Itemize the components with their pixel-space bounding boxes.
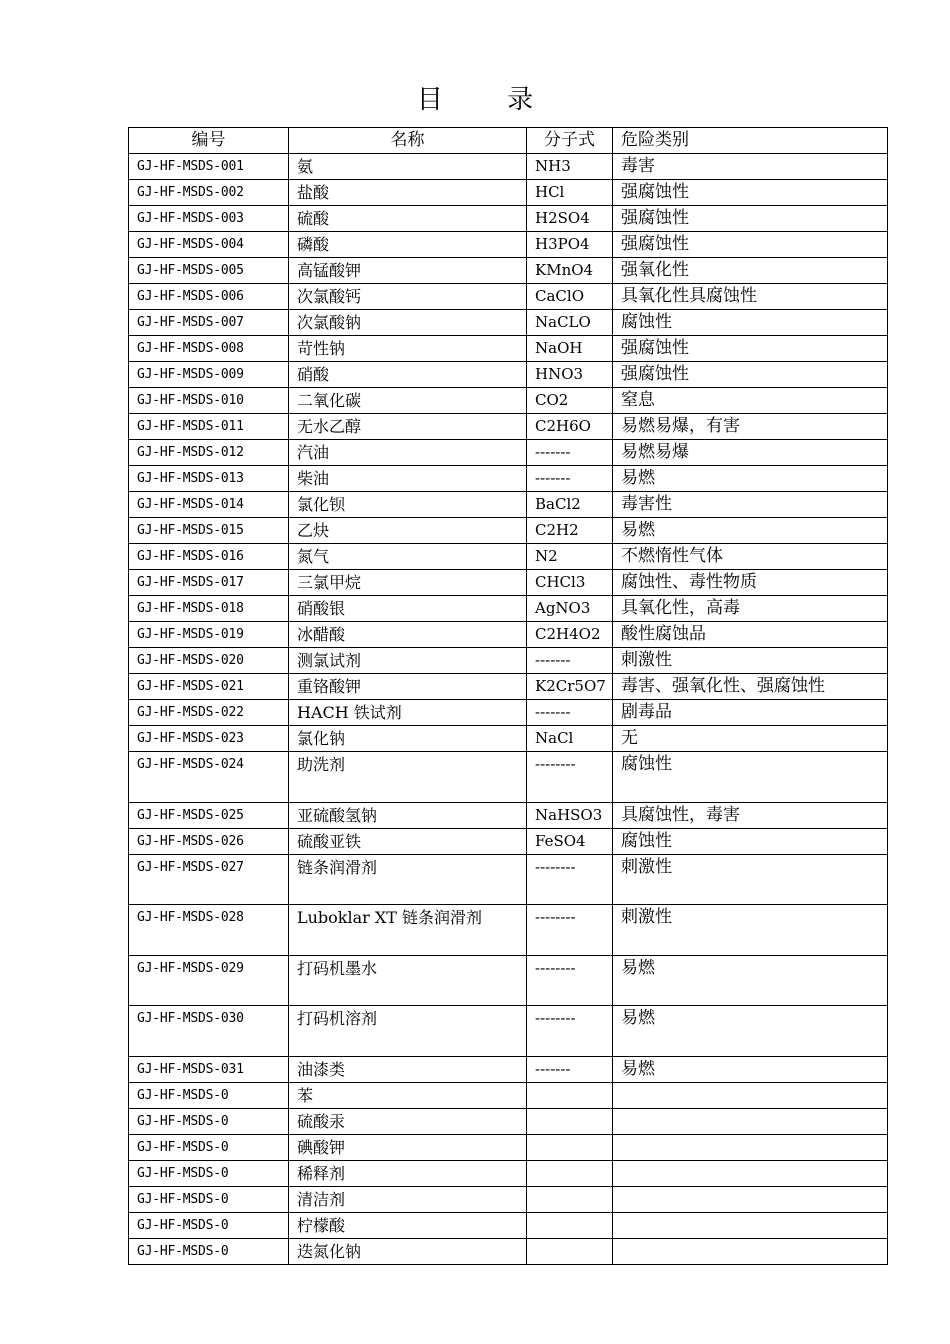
cell-name: 硝酸 bbox=[289, 362, 527, 388]
cell-name: 氯化钠 bbox=[289, 726, 527, 752]
cell-formula: -------- bbox=[527, 854, 613, 905]
table-body bbox=[129, 154, 888, 1265]
cell-formula bbox=[527, 1212, 613, 1238]
cell-hazard bbox=[613, 1108, 888, 1134]
table-row bbox=[129, 206, 888, 232]
cell-code: GJ-HF-MSDS-0 bbox=[129, 1160, 289, 1186]
cell-hazard bbox=[613, 1238, 888, 1264]
cell-hazard: 具氧化性，高毒 bbox=[613, 596, 888, 622]
table-row bbox=[129, 232, 888, 258]
cell-formula: C2H6O bbox=[527, 414, 613, 440]
cell-code: GJ-HF-MSDS-006 bbox=[129, 284, 289, 310]
cell-name: 链条润滑剂 bbox=[289, 854, 527, 905]
cell-formula bbox=[527, 1160, 613, 1186]
cell-name: 次氯酸钙 bbox=[289, 284, 527, 310]
cell-hazard: 毒害 bbox=[613, 154, 888, 180]
cell-name: 磷酸 bbox=[289, 232, 527, 258]
cell-formula: HNO3 bbox=[527, 362, 613, 388]
cell-hazard: 剧毒品 bbox=[613, 700, 888, 726]
cell-hazard: 腐蚀性、毒性物质 bbox=[613, 570, 888, 596]
cell-formula: KMnO4 bbox=[527, 258, 613, 284]
table-row bbox=[129, 802, 888, 828]
header-name: 名称 bbox=[289, 128, 527, 154]
cell-formula: -------- bbox=[527, 905, 613, 956]
cell-formula: NH3 bbox=[527, 154, 613, 180]
table-row bbox=[129, 570, 888, 596]
cell-name: 打码机墨水 bbox=[289, 955, 527, 1006]
cell-formula: CaClO bbox=[527, 284, 613, 310]
header-formula: 分子式 bbox=[527, 128, 613, 154]
table-row bbox=[129, 905, 888, 956]
cell-name: 碘酸钾 bbox=[289, 1134, 527, 1160]
cell-code: GJ-HF-MSDS-013 bbox=[129, 466, 289, 492]
table-row bbox=[129, 1186, 888, 1212]
cell-formula: K2Cr5O7 bbox=[527, 674, 613, 700]
cell-name: 稀释剂 bbox=[289, 1160, 527, 1186]
cell-name: 硝酸银 bbox=[289, 596, 527, 622]
cell-formula bbox=[527, 1082, 613, 1108]
table-row bbox=[129, 648, 888, 674]
cell-code: GJ-HF-MSDS-030 bbox=[129, 1006, 289, 1057]
page-title: 目 录 bbox=[416, 85, 562, 115]
cell-name: 氯化钡 bbox=[289, 492, 527, 518]
cell-name: 打码机溶剂 bbox=[289, 1006, 527, 1057]
cell-name: 汽油 bbox=[289, 440, 527, 466]
cell-hazard: 强腐蚀性 bbox=[613, 206, 888, 232]
cell-code: GJ-HF-MSDS-029 bbox=[129, 955, 289, 1006]
cell-hazard: 易燃 bbox=[613, 466, 888, 492]
cell-formula: BaCl2 bbox=[527, 492, 613, 518]
cell-hazard: 强腐蚀性 bbox=[613, 180, 888, 206]
cell-hazard: 刺激性 bbox=[613, 905, 888, 956]
cell-hazard: 不燃惰性气体 bbox=[613, 544, 888, 570]
cell-code: GJ-HF-MSDS-007 bbox=[129, 310, 289, 336]
cell-formula: ------- bbox=[527, 700, 613, 726]
table-row bbox=[129, 492, 888, 518]
cell-name: 迭氮化钠 bbox=[289, 1238, 527, 1264]
table-row bbox=[129, 154, 888, 180]
cell-code: GJ-HF-MSDS-005 bbox=[129, 258, 289, 284]
table-row bbox=[129, 440, 888, 466]
table-row bbox=[129, 1212, 888, 1238]
cell-name: 苯 bbox=[289, 1082, 527, 1108]
table-row bbox=[129, 362, 888, 388]
cell-formula: C2H4O2 bbox=[527, 622, 613, 648]
cell-name: 次氯酸钠 bbox=[289, 310, 527, 336]
cell-hazard: 具氧化性具腐蚀性 bbox=[613, 284, 888, 310]
cell-hazard: 无 bbox=[613, 726, 888, 752]
cell-name: Luboklar XT 链条润滑剂 bbox=[289, 905, 527, 956]
cell-hazard bbox=[613, 1134, 888, 1160]
cell-code: GJ-HF-MSDS-011 bbox=[129, 414, 289, 440]
cell-name: 亚硫酸氢钠 bbox=[289, 802, 527, 828]
cell-hazard: 刺激性 bbox=[613, 648, 888, 674]
cell-name: 油漆类 bbox=[289, 1056, 527, 1082]
cell-code: GJ-HF-MSDS-020 bbox=[129, 648, 289, 674]
cell-hazard: 刺激性 bbox=[613, 854, 888, 905]
cell-hazard: 强氧化性 bbox=[613, 258, 888, 284]
table-row bbox=[129, 284, 888, 310]
cell-hazard: 具腐蚀性，毒害 bbox=[613, 802, 888, 828]
cell-formula: NaOH bbox=[527, 336, 613, 362]
cell-name: 助洗剂 bbox=[289, 752, 527, 803]
cell-formula bbox=[527, 1238, 613, 1264]
cell-code: GJ-HF-MSDS-010 bbox=[129, 388, 289, 414]
table-row bbox=[129, 518, 888, 544]
table-row bbox=[129, 622, 888, 648]
cell-hazard: 易燃易爆 bbox=[613, 440, 888, 466]
cell-hazard: 强腐蚀性 bbox=[613, 362, 888, 388]
cell-hazard: 强腐蚀性 bbox=[613, 336, 888, 362]
cell-code: GJ-HF-MSDS-024 bbox=[129, 752, 289, 803]
cell-code: GJ-HF-MSDS-0 bbox=[129, 1186, 289, 1212]
table-row bbox=[129, 180, 888, 206]
cell-name: 无水乙醇 bbox=[289, 414, 527, 440]
cell-formula: C2H2 bbox=[527, 518, 613, 544]
cell-formula bbox=[527, 1186, 613, 1212]
cell-code: GJ-HF-MSDS-0 bbox=[129, 1134, 289, 1160]
cell-formula: ------- bbox=[527, 440, 613, 466]
cell-code: GJ-HF-MSDS-014 bbox=[129, 492, 289, 518]
table-row bbox=[129, 674, 888, 700]
cell-name: 冰醋酸 bbox=[289, 622, 527, 648]
table-row bbox=[129, 310, 888, 336]
cell-code: GJ-HF-MSDS-017 bbox=[129, 570, 289, 596]
msds-index-table bbox=[128, 127, 888, 1265]
cell-name: 重铬酸钾 bbox=[289, 674, 527, 700]
cell-hazard bbox=[613, 1186, 888, 1212]
cell-formula bbox=[527, 1108, 613, 1134]
table-row bbox=[129, 414, 888, 440]
table-row bbox=[129, 336, 888, 362]
cell-formula: AgNO3 bbox=[527, 596, 613, 622]
cell-hazard: 易燃 bbox=[613, 518, 888, 544]
cell-code: GJ-HF-MSDS-003 bbox=[129, 206, 289, 232]
cell-hazard: 毒害、强氧化性、强腐蚀性 bbox=[613, 674, 888, 700]
cell-name: 柴油 bbox=[289, 466, 527, 492]
cell-formula: CHCl3 bbox=[527, 570, 613, 596]
cell-formula: -------- bbox=[527, 955, 613, 1006]
cell-name: 硫酸汞 bbox=[289, 1108, 527, 1134]
table-row bbox=[129, 828, 888, 854]
cell-formula: ------- bbox=[527, 466, 613, 492]
header-hazard: 危险类别 bbox=[613, 128, 888, 154]
cell-code: GJ-HF-MSDS-0 bbox=[129, 1212, 289, 1238]
table-row bbox=[129, 1082, 888, 1108]
cell-code: GJ-HF-MSDS-009 bbox=[129, 362, 289, 388]
cell-name: 测氯试剂 bbox=[289, 648, 527, 674]
cell-formula: FeSO4 bbox=[527, 828, 613, 854]
cell-code: GJ-HF-MSDS-022 bbox=[129, 700, 289, 726]
cell-code: GJ-HF-MSDS-016 bbox=[129, 544, 289, 570]
cell-code: GJ-HF-MSDS-0 bbox=[129, 1082, 289, 1108]
cell-name: HACH 铁试剂 bbox=[289, 700, 527, 726]
cell-hazard: 毒害性 bbox=[613, 492, 888, 518]
cell-formula: NaHSO3 bbox=[527, 802, 613, 828]
cell-formula: ------- bbox=[527, 648, 613, 674]
cell-hazard: 酸性腐蚀品 bbox=[613, 622, 888, 648]
cell-code: GJ-HF-MSDS-002 bbox=[129, 180, 289, 206]
cell-name: 氮气 bbox=[289, 544, 527, 570]
cell-name: 乙炔 bbox=[289, 518, 527, 544]
cell-formula: -------- bbox=[527, 1006, 613, 1057]
cell-code: GJ-HF-MSDS-019 bbox=[129, 622, 289, 648]
cell-code: GJ-HF-MSDS-021 bbox=[129, 674, 289, 700]
cell-formula: N2 bbox=[527, 544, 613, 570]
cell-formula: CO2 bbox=[527, 388, 613, 414]
cell-code: GJ-HF-MSDS-004 bbox=[129, 232, 289, 258]
cell-code: GJ-HF-MSDS-023 bbox=[129, 726, 289, 752]
cell-code: GJ-HF-MSDS-0 bbox=[129, 1238, 289, 1264]
cell-formula: NaCLO bbox=[527, 310, 613, 336]
cell-code: GJ-HF-MSDS-026 bbox=[129, 828, 289, 854]
cell-code: GJ-HF-MSDS-018 bbox=[129, 596, 289, 622]
table-row bbox=[129, 1056, 888, 1082]
cell-code: GJ-HF-MSDS-012 bbox=[129, 440, 289, 466]
cell-hazard: 强腐蚀性 bbox=[613, 232, 888, 258]
cell-formula: -------- bbox=[527, 752, 613, 803]
cell-code: GJ-HF-MSDS-0 bbox=[129, 1108, 289, 1134]
cell-hazard: 易燃 bbox=[613, 1006, 888, 1057]
cell-name: 苛性钠 bbox=[289, 336, 527, 362]
cell-name: 二氧化碳 bbox=[289, 388, 527, 414]
cell-code: GJ-HF-MSDS-027 bbox=[129, 854, 289, 905]
cell-name: 盐酸 bbox=[289, 180, 527, 206]
cell-formula bbox=[527, 1134, 613, 1160]
cell-formula: H3PO4 bbox=[527, 232, 613, 258]
cell-hazard bbox=[613, 1160, 888, 1186]
table-row bbox=[129, 466, 888, 492]
cell-hazard bbox=[613, 1082, 888, 1108]
cell-hazard: 易燃易爆，有害 bbox=[613, 414, 888, 440]
table-row bbox=[129, 1238, 888, 1264]
cell-hazard: 腐蚀性 bbox=[613, 752, 888, 803]
cell-hazard: 腐蚀性 bbox=[613, 828, 888, 854]
table-row bbox=[129, 1160, 888, 1186]
table-row bbox=[129, 1108, 888, 1134]
cell-hazard bbox=[613, 1212, 888, 1238]
cell-name: 柠檬酸 bbox=[289, 1212, 527, 1238]
cell-code: GJ-HF-MSDS-015 bbox=[129, 518, 289, 544]
cell-code: GJ-HF-MSDS-028 bbox=[129, 905, 289, 956]
table-row bbox=[129, 544, 888, 570]
cell-code: GJ-HF-MSDS-031 bbox=[129, 1056, 289, 1082]
cell-name: 硫酸亚铁 bbox=[289, 828, 527, 854]
table-row bbox=[129, 700, 888, 726]
table-row bbox=[129, 955, 888, 1006]
cell-formula: H2SO4 bbox=[527, 206, 613, 232]
table-row bbox=[129, 1006, 888, 1057]
table-row bbox=[129, 388, 888, 414]
table-header-row bbox=[129, 128, 888, 154]
table-row bbox=[129, 752, 888, 803]
cell-name: 清洁剂 bbox=[289, 1186, 527, 1212]
cell-formula: HCl bbox=[527, 180, 613, 206]
header-code: 编号 bbox=[129, 128, 289, 154]
table-row bbox=[129, 258, 888, 284]
table-row bbox=[129, 854, 888, 905]
cell-hazard: 窒息 bbox=[613, 388, 888, 414]
cell-formula: NaCl bbox=[527, 726, 613, 752]
table-row bbox=[129, 1134, 888, 1160]
cell-hazard: 腐蚀性 bbox=[613, 310, 888, 336]
cell-name: 三氯甲烷 bbox=[289, 570, 527, 596]
cell-hazard: 易燃 bbox=[613, 1056, 888, 1082]
cell-hazard: 易燃 bbox=[613, 955, 888, 1006]
cell-code: GJ-HF-MSDS-001 bbox=[129, 154, 289, 180]
table-row bbox=[129, 726, 888, 752]
cell-name: 高锰酸钾 bbox=[289, 258, 527, 284]
cell-name: 氨 bbox=[289, 154, 527, 180]
cell-code: GJ-HF-MSDS-008 bbox=[129, 336, 289, 362]
cell-code: GJ-HF-MSDS-025 bbox=[129, 802, 289, 828]
table-row bbox=[129, 596, 888, 622]
cell-name: 硫酸 bbox=[289, 206, 527, 232]
cell-formula: ------- bbox=[527, 1056, 613, 1082]
